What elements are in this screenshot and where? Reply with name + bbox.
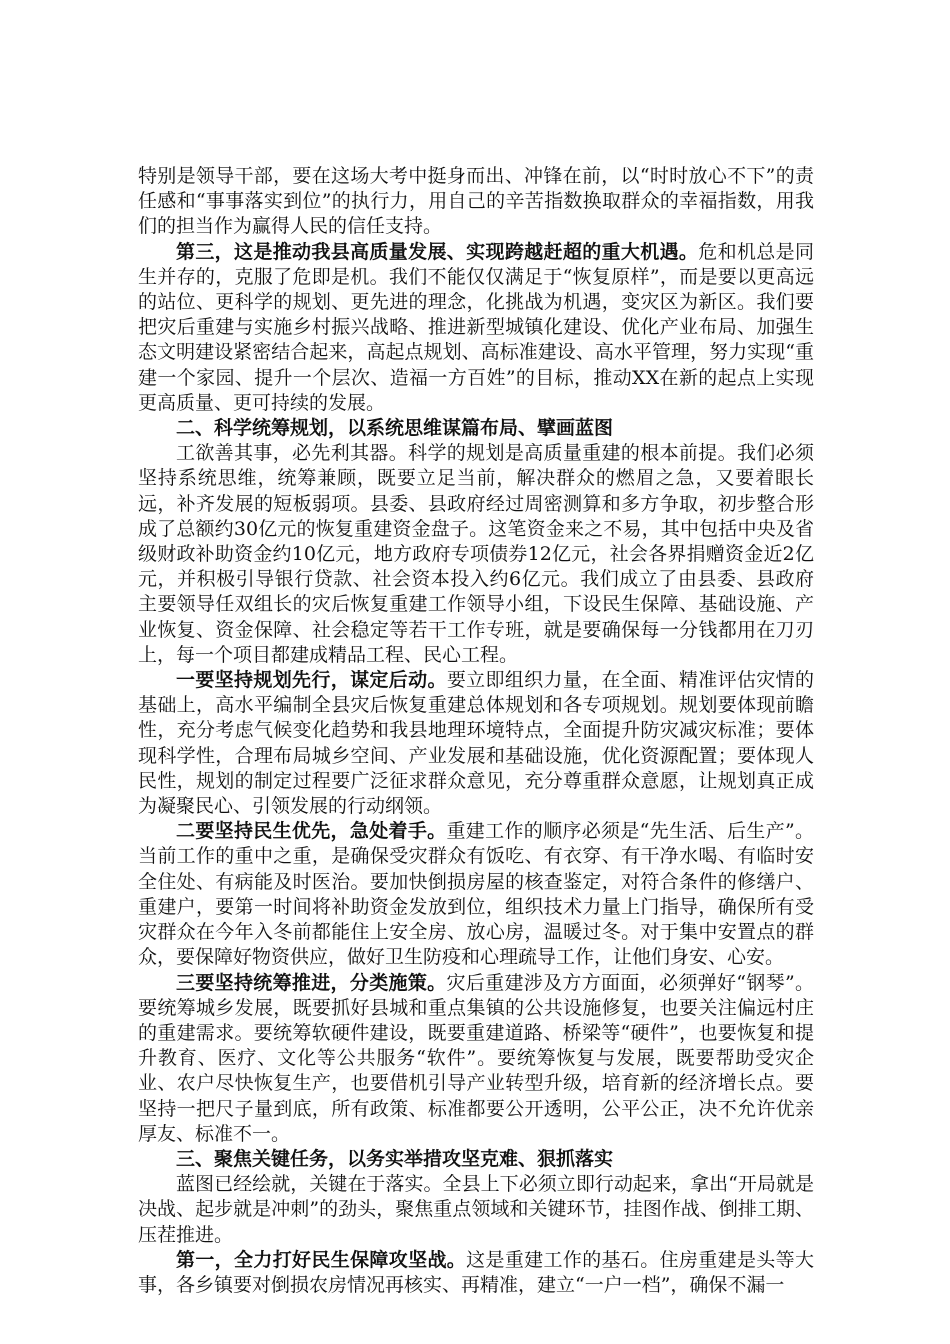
- paragraph-4-lead: 一要坚持规划先行，谋定后动。: [176, 669, 447, 692]
- paragraph-8: [138, 1248, 814, 1298]
- paragraph-7: 蓝图已经绘就，关键在于落实。全县上下必须立即行动起来，拿出“开局就是决战、起步就是冲刺”的劲头，聚焦重点领域和关键环节，挂图作战、倒排工期、压茬推进。: [138, 1173, 814, 1246]
- paragraph-6-body: 灾后重建涉及方方面面，必须弹好“钢琴”。要统筹城乡发展，既要抓好县城和重点集镇的公共设施修复，也要关注偏远村庄的重建需求。要统筹软硬件建设，既要重建道路、桥梁等“硬件”，也要恢复和提升教育、医疗、文化等公共服务“软件”。要统筹恢复与发展，既要帮助受灾企业、农户尽快恢复生产，也要借机引导产业转型升级，培育新的经济增长点。要坚持一把尺子量到底，所有政策、标准都要公开透明，公平公正，决不允许优亲厚友、标准不一。: [138, 971, 814, 1145]
- section-heading-3: 三、聚焦关键任务，以务实举措攻坚克难、狠抓落实: [176, 1147, 614, 1170]
- section-heading-2: 二、科学统筹规划，以系统思维谋篇布局、擘画蓝图: [176, 417, 614, 440]
- document-page: [138, 164, 814, 1298]
- paragraph-4-body: 要立即组织力量，在全面、精准评估灾情的基础上，高水平编制全县灾后恢复重建总体规划和各专项规划。规划要体现前瞻性，充分考虑气候变化趋势和我县地理环境特点，全面提升防灾减灾标准；要体现科学性，合理布局城乡空间、产业发展和基础设施，优化资源配置；要体现人民性，规划的制定过程要广泛征求群众意见，充分尊重群众意愿，让规划真正成为凝聚民心、引领发展的行动纲领。: [138, 669, 814, 818]
- paragraph-5-lead: 二要坚持民生优先，急处着手。: [176, 820, 447, 843]
- paragraph-2: [138, 240, 814, 416]
- paragraph-5-body: 重建工作的顺序必须是“先生活、后生产”。当前工作的重中之重，是确保受灾群众有饭吃、有衣穿、有干净水喝、有临时安全住处、有病能及时医治。要加快倒损房屋的核查鉴定，对符合条件的修缮户、重建户，要第一时间将补助资金发放到位，组织技术力量上门指导，确保所有受灾群众在今年入冬前都能住上安全房、放心房，温暖过冬。对于集中安置点的群众，要保障好物资供应，做好卫生防疫和心理疏导工作，让他们身安、心安。: [138, 820, 814, 969]
- paragraph-8-lead: 第一，全力打好民生保障攻坚战。: [176, 1248, 467, 1271]
- paragraph-3: 工欲善其事，必先利其器。科学的规划是高质量重建的根本前提。我们必须坚持系统思维，统筹兼顾，既要立足当前，解决群众的燃眉之急，又要着眼长远，补齐发展的短板弱项。县委、县政府经过周密测算和多方争取，初步整合形成了总额约30亿元的恢复重建资金盘子。这笔资金来之不易，其中包括中央及省级财政补助资金约10亿元，地方政府专项债券12亿元，社会各界捐赠资金近2亿元，并积极引导银行贷款、社会资本投入约6亿元。我们成立了由县委、县政府主要领导任双组长的灾后恢复重建工作领导小组，下设民生保障、基础设施、产业恢复、资金保障、社会稳定等若干工作专班，就是要确保每一分钱都用在刀刃上，每一个项目都建成精品工程、民心工程。: [138, 442, 814, 666]
- paragraph-1: 特别是领导干部，要在这场大考中挺身而出、冲锋在前，以“时时放心不下”的责任感和“事事落实到位”的执行力，用自己的辛苦指数换取群众的幸福指数，用我们的担当作为赢得人民的信任支持。: [138, 165, 814, 238]
- paragraph-2-lead: 第三，这是推动我县高质量发展、实现跨越赶超的重大机遇。: [176, 240, 699, 263]
- paragraph-2-body: 危和机总是同生并存的，克服了危即是机。我们不能仅仅满足于“恢复原样”，而是要以更高远的站位、更科学的规划、更先进的理念，化挑战为机遇，变灾区为新区。我们要把灾后重建与实施乡村振兴战略、推进新型城镇化建设、优化产业布局、加强生态文明建设紧密结合起来，高起点规划、高标准建设、高水平管理，努力实现“重建一个家园、提升一个层次、造福一方百姓”的目标，推动XX在新的起点上实现更高质量、更可持续的发展。: [138, 240, 814, 414]
- paragraph-5: [138, 819, 814, 970]
- paragraph-6: [138, 971, 814, 1147]
- paragraph-6-lead: 三要坚持统筹推进，分类施策。: [176, 971, 447, 994]
- paragraph-8-body: 这是重建工作的基石。住房重建是头等大事，各乡镇要对倒损农房情况再核实、再精准，建立“一户一档”，确保不漏一: [138, 1248, 814, 1296]
- paragraph-4: [138, 668, 814, 819]
